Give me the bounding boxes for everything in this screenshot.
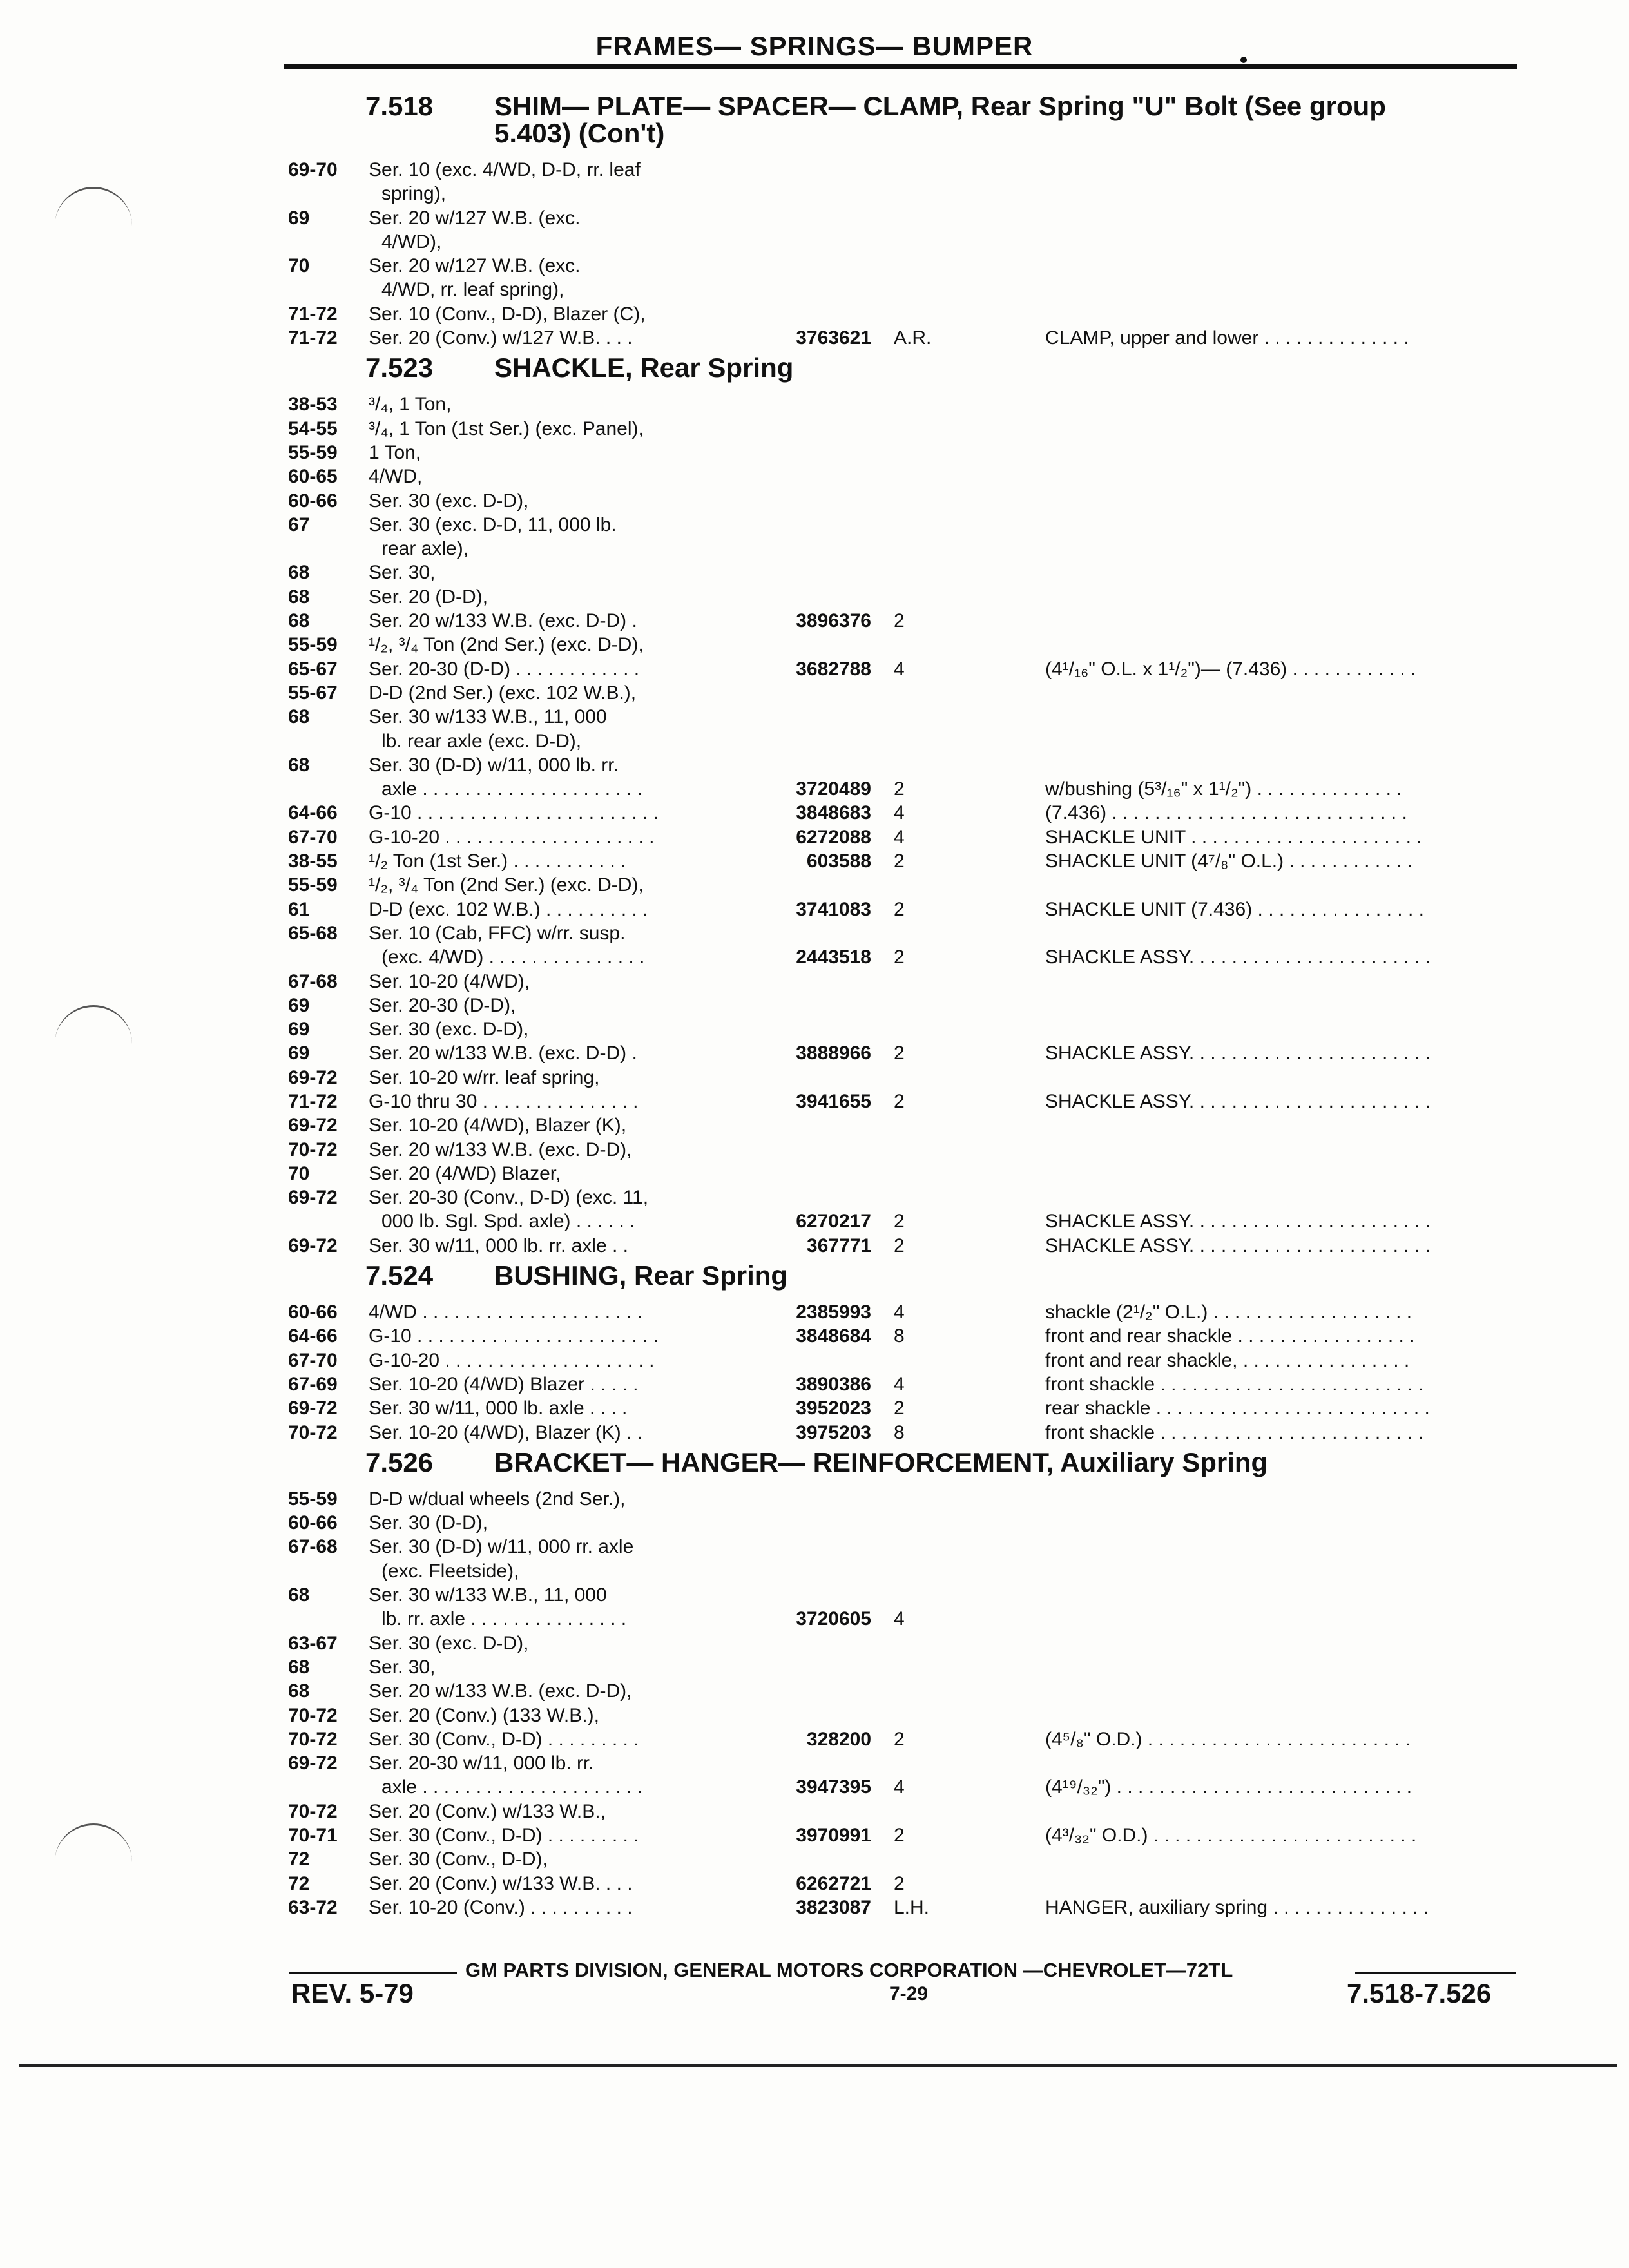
model-years: 69-70 xyxy=(288,159,338,180)
quantity: 2 xyxy=(894,947,905,968)
catalog-row xyxy=(288,1631,1519,1655)
catalog-row xyxy=(288,206,1519,230)
model-years: 71-72 xyxy=(288,1090,338,1112)
application-description: D-D (exc. 102 W.B.) . . . . . . . . . . xyxy=(369,898,648,920)
part-description: SHACKLE UNIT (4⁷/₈" O.L.) . . . . . . . . . . . . xyxy=(1045,850,1413,872)
application-description: lb. rr. axle . . . . . . . . . . . . . . . xyxy=(381,1608,627,1630)
footer-page-number: 7-29 xyxy=(889,1983,929,2004)
quantity: L.H. xyxy=(894,1896,930,1918)
part-description: SHACKLE ASSY. . . . . . . . . . . . . . . . . . . . . . . xyxy=(1045,947,1431,968)
model-years: 68 xyxy=(288,1584,310,1606)
application-description: 4/WD), xyxy=(381,231,442,253)
application-description: ³/₄, 1 Ton (1st Ser.) (exc. Panel), xyxy=(369,418,644,439)
application-description: Ser. 20 w/133 W.B. (exc. D-D), xyxy=(369,1680,632,1702)
model-years: 54-55 xyxy=(288,418,338,439)
part-description: SHACKLE ASSY. . . . . . . . . . . . . . . . . . . . . . . xyxy=(1045,1211,1431,1233)
catalog-row xyxy=(288,417,1519,441)
part-number: 3720489 xyxy=(796,778,871,800)
model-years: 55-59 xyxy=(288,874,338,896)
footer-rule-right xyxy=(1355,1972,1516,1974)
binder-hole-mark xyxy=(55,1823,132,1864)
quantity: 2 xyxy=(894,850,905,872)
quantity: 2 xyxy=(894,898,905,920)
catalog-row xyxy=(288,921,1519,945)
application-description: Ser. 20 (Conv.) w/133 W.B., xyxy=(369,1800,606,1822)
model-years: 68 xyxy=(288,586,310,608)
catalog-row xyxy=(288,898,1519,921)
catalog-row xyxy=(288,585,1519,609)
catalog-row xyxy=(288,513,1519,537)
model-years: 61 xyxy=(288,898,310,920)
application-description: ¹/₂, ³/₄ Ton (2nd Ser.) (exc. D-D), xyxy=(369,634,644,656)
model-years: 64-66 xyxy=(288,1325,338,1347)
model-years: 60-66 xyxy=(288,1512,338,1534)
application-description: Ser. 10-20 w/rr. leaf spring, xyxy=(369,1066,600,1088)
application-description: Ser. 30 w/11, 000 lb. rr. axle . . xyxy=(369,1235,628,1256)
part-number: 367771 xyxy=(806,1235,871,1256)
model-years: 67-68 xyxy=(288,970,338,992)
section-title: SHIM— PLATE— SPACER— CLAMP, Rear Spring "U" Bolt (See group xyxy=(494,91,1386,121)
catalog-row xyxy=(288,1349,1519,1372)
model-years: 72 xyxy=(288,1872,310,1894)
catalog-row xyxy=(288,230,1519,254)
model-years: 55-59 xyxy=(288,441,338,463)
catalog-row xyxy=(288,777,1519,801)
catalog-row xyxy=(288,278,1519,302)
model-years: 68 xyxy=(288,562,310,584)
model-years: 70-72 xyxy=(288,1800,338,1822)
catalog-row xyxy=(288,1324,1519,1348)
application-description: Ser. 20-30 (Conv., D-D) (exc. 11, xyxy=(369,1187,649,1209)
section-heading xyxy=(288,88,1519,158)
catalog-row xyxy=(288,254,1519,278)
quantity: 8 xyxy=(894,1421,905,1443)
catalog-row xyxy=(288,1090,1519,1113)
application-description: Ser. 30 (exc. D-D), xyxy=(369,1632,529,1654)
binder-hole-mark xyxy=(55,1005,132,1046)
quantity: 2 xyxy=(894,1043,905,1064)
page-header-title: FRAMES— SPRINGS— BUMPER xyxy=(595,31,1034,61)
model-years: 68 xyxy=(288,1656,310,1678)
application-description: ¹/₂, ³/₄ Ton (2nd Ser.) (exc. D-D), xyxy=(369,874,644,896)
catalog-row xyxy=(288,1372,1519,1396)
application-description: 000 lb. Sgl. Spd. axle) . . . . . . xyxy=(381,1211,635,1233)
model-years: 60-66 xyxy=(288,1302,338,1323)
model-years: 69-72 xyxy=(288,1753,338,1774)
part-description: front shackle . . . . . . . . . . . . . . . . . . . . . . . . . xyxy=(1045,1421,1423,1443)
model-years: 69-72 xyxy=(288,1066,338,1088)
catalog-row xyxy=(288,1535,1519,1559)
part-description: shackle (2¹/₂" O.L.) . . . . . . . . . . . . . . . . . . . xyxy=(1045,1302,1412,1323)
quantity: 4 xyxy=(894,1608,905,1630)
model-years: 70-72 xyxy=(288,1421,338,1443)
catalog-row xyxy=(288,753,1519,777)
quantity: A.R. xyxy=(894,327,932,349)
model-years: 69 xyxy=(288,207,310,229)
part-number: 3848684 xyxy=(796,1325,871,1347)
catalog-row xyxy=(288,1800,1519,1823)
section-heading xyxy=(288,1445,1519,1487)
application-description: Ser. 20 (Conv.) w/133 W.B. . . . xyxy=(369,1872,633,1894)
part-description: (4¹/₁₆" O.L. x 1¹/₂")— (7.436) . . . . . . . . . . . . xyxy=(1045,658,1416,680)
model-years: 69-72 xyxy=(288,1115,338,1137)
quantity: 8 xyxy=(894,1325,905,1347)
model-years: 71-72 xyxy=(288,303,338,325)
part-description: SHACKLE ASSY. . . . . . . . . . . . . . . . . . . . . . . xyxy=(1045,1235,1431,1256)
catalog-row xyxy=(288,657,1519,681)
application-description: Ser. 30 (exc. D-D), xyxy=(369,1019,529,1041)
header-rule xyxy=(284,64,1517,69)
application-description: (exc. Fleetside), xyxy=(381,1560,519,1582)
catalog-row xyxy=(288,1583,1519,1607)
application-description: Ser. 10 (Conv., D-D), Blazer (C), xyxy=(369,303,646,325)
part-number: 6270217 xyxy=(796,1211,871,1233)
application-description: Ser. 30 w/11, 000 lb. axle . . . . xyxy=(369,1398,628,1419)
catalog-row xyxy=(288,1775,1519,1799)
application-description: Ser. 20-30 (D-D), xyxy=(369,994,516,1016)
catalog-row xyxy=(288,537,1519,561)
quantity: 2 xyxy=(894,1825,905,1846)
application-description: (exc. 4/WD) . . . . . . . . . . . . . . . xyxy=(381,947,645,968)
model-years: 70 xyxy=(288,1162,310,1184)
application-description: Ser. 20 w/133 W.B. (exc. D-D) . xyxy=(369,610,637,632)
application-description: Ser. 20 (D-D), xyxy=(369,586,488,608)
quantity: 2 xyxy=(894,1211,905,1233)
model-years: 69-72 xyxy=(288,1398,338,1419)
catalog-row xyxy=(288,609,1519,633)
application-description: Ser. 20 (Conv.) w/127 W.B. . . . xyxy=(369,327,633,349)
application-description: 4/WD, xyxy=(369,466,423,488)
parts-catalog-content xyxy=(288,88,1519,1919)
catalog-row xyxy=(288,1872,1519,1896)
application-description: Ser. 30 (Conv., D-D) . . . . . . . . . xyxy=(369,1728,639,1750)
catalog-row xyxy=(288,392,1519,416)
part-number: 3720605 xyxy=(796,1608,871,1630)
part-description: front shackle . . . . . . . . . . . . . . . . . . . . . . . . . xyxy=(1045,1373,1423,1395)
part-number: 3896376 xyxy=(796,610,871,632)
quantity: 2 xyxy=(894,1398,905,1419)
catalog-row xyxy=(288,1396,1519,1420)
header-mark xyxy=(1240,57,1247,63)
part-description: w/bushing (5³/₁₆" x 1¹/₂") . . . . . . . . . . . . . . xyxy=(1045,778,1402,800)
part-number: 3970991 xyxy=(796,1825,871,1846)
part-number: 3941655 xyxy=(796,1090,871,1112)
quantity: 2 xyxy=(894,1235,905,1256)
model-years: 70-72 xyxy=(288,1728,338,1750)
catalog-row xyxy=(288,1162,1519,1186)
model-years: 38-53 xyxy=(288,394,338,416)
footer-division: GM PARTS DIVISION, GENERAL MOTORS CORPORATION —CHEVROLET—72TL xyxy=(465,1959,1233,1981)
part-description: rear shackle . . . . . . . . . . . . . . . . . . . . . . . . . . xyxy=(1045,1398,1430,1419)
part-number: 3763621 xyxy=(796,327,871,349)
application-description: lb. rear axle (exc. D-D), xyxy=(381,730,582,752)
model-years: 67-70 xyxy=(288,1349,338,1371)
part-description: (4⁵/₈" O.D.) . . . . . . . . . . . . . . . . . . . . . . . . . xyxy=(1045,1728,1411,1750)
section-heading xyxy=(288,1258,1519,1300)
catalog-row xyxy=(288,1113,1519,1137)
catalog-row xyxy=(288,1751,1519,1775)
quantity: 4 xyxy=(894,658,905,680)
catalog-row xyxy=(288,1041,1519,1065)
application-description: Ser. 30 (Conv., D-D), xyxy=(369,1849,548,1870)
model-years: 68 xyxy=(288,1680,310,1702)
part-number: 603588 xyxy=(806,850,871,872)
section-number: 7.523 xyxy=(365,352,434,383)
model-years: 55-59 xyxy=(288,1488,338,1510)
part-description: SHACKLE UNIT . . . . . . . . . . . . . . . . . . . . . . xyxy=(1045,826,1422,848)
catalog-row xyxy=(288,465,1519,488)
quantity: 4 xyxy=(894,1373,905,1395)
part-number: 2443518 xyxy=(796,947,871,968)
catalog-row xyxy=(288,1727,1519,1751)
application-description: Ser. 10-20 (4/WD), Blazer (K), xyxy=(369,1115,627,1137)
quantity: 2 xyxy=(894,1090,905,1112)
footer-group-range: 7.518-7.526 xyxy=(1347,1978,1492,2008)
model-years: 60-66 xyxy=(288,490,338,512)
part-number: 3741083 xyxy=(796,898,871,920)
section-number: 7.524 xyxy=(365,1260,434,1291)
catalog-row xyxy=(288,945,1519,969)
model-years: 69 xyxy=(288,1019,310,1041)
application-description: Ser. 20 w/127 W.B. (exc. xyxy=(369,207,581,229)
catalog-row xyxy=(288,1655,1519,1679)
part-number: 3848683 xyxy=(796,802,871,824)
model-years: 64-66 xyxy=(288,802,338,824)
part-description: HANGER, auxiliary spring . . . . . . . . . . . . . . . xyxy=(1045,1896,1429,1918)
catalog-row xyxy=(288,994,1519,1017)
model-years: 63-72 xyxy=(288,1896,338,1918)
catalog-row xyxy=(288,849,1519,873)
catalog-row xyxy=(288,1066,1519,1090)
application-description: Ser. 10-20 (4/WD), Blazer (K) . . xyxy=(369,1421,643,1443)
catalog-row xyxy=(288,1234,1519,1258)
model-years: 69-72 xyxy=(288,1235,338,1256)
application-description: Ser. 30, xyxy=(369,1656,436,1678)
application-description: 4/WD . . . . . . . . . . . . . . . . . . . . . xyxy=(369,1302,643,1323)
application-description: D-D w/dual wheels (2nd Ser.), xyxy=(369,1488,626,1510)
catalog-row xyxy=(288,1511,1519,1535)
catalog-row xyxy=(288,1421,1519,1445)
catalog-row xyxy=(288,1679,1519,1703)
model-years: 70-72 xyxy=(288,1704,338,1726)
quantity: 4 xyxy=(894,826,905,848)
model-years: 72 xyxy=(288,1849,310,1870)
part-number: 6272088 xyxy=(796,826,871,848)
model-years: 70 xyxy=(288,255,310,277)
application-description: rear axle), xyxy=(381,538,469,560)
part-description: (4³/₃₂" O.D.) . . . . . . . . . . . . . . . . . . . . . . . . . xyxy=(1045,1825,1417,1846)
catalog-row xyxy=(288,825,1519,849)
quantity: 2 xyxy=(894,610,905,632)
part-number: 328200 xyxy=(806,1728,871,1750)
model-years: 67-68 xyxy=(288,1536,338,1558)
model-years: 67-69 xyxy=(288,1373,338,1395)
application-description: Ser. 20 (4/WD) Blazer, xyxy=(369,1162,561,1184)
binder-hole-mark xyxy=(55,187,132,227)
application-description: G-10-20 . . . . . . . . . . . . . . . . . . . . xyxy=(369,826,655,848)
catalog-row xyxy=(288,561,1519,584)
catalog-row xyxy=(288,489,1519,513)
catalog-row xyxy=(288,1186,1519,1209)
page-bottom-rule xyxy=(19,2064,1617,2067)
catalog-row xyxy=(288,441,1519,465)
application-description: Ser. 20-30 (D-D) . . . . . . . . . . . . xyxy=(369,658,640,680)
part-number: 3952023 xyxy=(796,1398,871,1419)
model-years: 60-65 xyxy=(288,466,338,488)
application-description: Ser. 20-30 w/11, 000 lb. rr. xyxy=(369,1753,594,1774)
application-description: axle . . . . . . . . . . . . . . . . . . . . . xyxy=(381,778,643,800)
application-description: Ser. 10 (exc. 4/WD, D-D, rr. leaf xyxy=(369,159,641,180)
application-description: Ser. 30 (D-D) w/11, 000 lb. rr. xyxy=(369,754,619,776)
part-description: SHACKLE UNIT (7.436) . . . . . . . . . . . . . . . . xyxy=(1045,898,1424,920)
section-heading xyxy=(288,350,1519,392)
application-description: axle . . . . . . . . . . . . . . . . . . . . . xyxy=(381,1776,643,1798)
application-description: D-D (2nd Ser.) (exc. 102 W.B.), xyxy=(369,682,637,704)
application-description: Ser. 30 w/133 W.B., 11, 000 xyxy=(369,1584,607,1606)
catalog-row xyxy=(288,158,1519,182)
part-number: 3888966 xyxy=(796,1043,871,1064)
model-years: 71-72 xyxy=(288,327,338,349)
application-description: G-10-20 . . . . . . . . . . . . . . . . . . . . xyxy=(369,1349,655,1371)
part-number: 3975203 xyxy=(796,1421,871,1443)
catalog-row xyxy=(288,326,1519,350)
section-title: BUSHING, Rear Spring xyxy=(494,1260,788,1291)
quantity: 2 xyxy=(894,778,905,800)
section-title: BRACKET— HANGER— REINFORCEMENT, Auxiliary Spring xyxy=(494,1446,1268,1477)
application-description: Ser. 10 (Cab, FFC) w/rr. susp. xyxy=(369,922,626,944)
part-description: front and rear shackle, . . . . . . . . . . . . . . . . xyxy=(1045,1349,1410,1371)
model-years: 55-59 xyxy=(288,634,338,656)
application-description: ¹/₂ Ton (1st Ser.) . . . . . . . . . . . xyxy=(369,850,626,872)
part-number: 3823087 xyxy=(796,1896,871,1918)
catalog-row xyxy=(288,1847,1519,1871)
catalog-row xyxy=(288,705,1519,729)
model-years: 65-68 xyxy=(288,922,338,944)
quantity: 4 xyxy=(894,802,905,824)
part-description: front and rear shackle . . . . . . . . . . . . . . . . . xyxy=(1045,1325,1415,1347)
part-description: SHACKLE ASSY. . . . . . . . . . . . . . . . . . . . . . . xyxy=(1045,1043,1431,1064)
application-description: Ser. 30 (exc. D-D, 11, 000 lb. xyxy=(369,514,617,535)
footer-revision: REV. 5-79 xyxy=(291,1978,414,2008)
footer-rule-left xyxy=(289,1972,457,1974)
catalog-row xyxy=(288,1896,1519,1919)
catalog-row xyxy=(288,873,1519,897)
catalog-row xyxy=(288,681,1519,705)
application-description: Ser. 20 w/133 W.B. (exc. D-D) . xyxy=(369,1043,637,1064)
catalog-row xyxy=(288,1559,1519,1583)
application-description: G-10 . . . . . . . . . . . . . . . . . . . . . . . xyxy=(369,802,659,824)
application-description: Ser. 30 (Conv., D-D) . . . . . . . . . xyxy=(369,1825,639,1846)
quantity: 2 xyxy=(894,1872,905,1894)
section-title: SHACKLE, Rear Spring xyxy=(494,352,794,383)
section-number: 7.526 xyxy=(365,1446,434,1477)
application-description: Ser. 30 (exc. D-D), xyxy=(369,490,529,512)
application-description: Ser. 30 w/133 W.B., 11, 000 xyxy=(369,706,607,728)
model-years: 70-71 xyxy=(288,1825,338,1846)
catalog-row xyxy=(288,633,1519,657)
application-description: spring), xyxy=(381,183,447,205)
part-number: 3947395 xyxy=(796,1776,871,1798)
model-years: 68 xyxy=(288,706,310,728)
model-years: 69-72 xyxy=(288,1187,338,1209)
application-description: Ser. 20 w/127 W.B. (exc. xyxy=(369,255,581,277)
catalog-row xyxy=(288,1209,1519,1233)
catalog-row xyxy=(288,729,1519,753)
application-description: ³/₄, 1 Ton, xyxy=(369,394,452,416)
application-description: Ser. 20 w/133 W.B. (exc. D-D), xyxy=(369,1139,632,1160)
model-years: 38-55 xyxy=(288,850,338,872)
model-years: 55-67 xyxy=(288,682,338,704)
part-number: 3890386 xyxy=(796,1373,871,1395)
application-description: Ser. 10-20 (4/WD), xyxy=(369,970,530,992)
application-description: G-10 thru 30 . . . . . . . . . . . . . . . xyxy=(369,1090,639,1112)
catalog-row xyxy=(288,1607,1519,1631)
quantity: 4 xyxy=(894,1302,905,1323)
section-title-continued: 5.403) (Con't) xyxy=(494,118,665,148)
application-description: G-10 . . . . . . . . . . . . . . . . . . . . . . . xyxy=(369,1325,659,1347)
part-description: CLAMP, upper and lower . . . . . . . . . . . . . . xyxy=(1045,327,1409,349)
application-description: Ser. 30 (D-D) w/11, 000 rr. axle xyxy=(369,1536,634,1558)
catalog-row xyxy=(288,1823,1519,1847)
catalog-row xyxy=(288,970,1519,994)
part-description: (4¹⁹/₃₂") . . . . . . . . . . . . . . . . . . . . . . . . . . . . xyxy=(1045,1776,1412,1798)
section-number: 7.518 xyxy=(365,91,434,121)
catalog-row xyxy=(288,1487,1519,1511)
catalog-row xyxy=(288,801,1519,825)
model-years: 67-70 xyxy=(288,826,338,848)
catalog-row xyxy=(288,1300,1519,1324)
part-description: SHACKLE ASSY. . . . . . . . . . . . . . . . . . . . . . . xyxy=(1045,1090,1431,1112)
application-description: Ser. 10-20 (4/WD) Blazer . . . . . xyxy=(369,1373,639,1395)
model-years: 65-67 xyxy=(288,658,338,680)
application-description: 4/WD, rr. leaf spring), xyxy=(381,279,564,301)
part-description: (7.436) . . . . . . . . . . . . . . . . . . . . . . . . . . . . xyxy=(1045,802,1407,824)
quantity: 4 xyxy=(894,1776,905,1798)
catalog-row xyxy=(288,182,1519,206)
part-number: 3682788 xyxy=(796,658,871,680)
part-number: 2385993 xyxy=(796,1302,871,1323)
application-description: 1 Ton, xyxy=(369,441,421,463)
application-description: Ser. 10-20 (Conv.) . . . . . . . . . . xyxy=(369,1896,633,1918)
catalog-row xyxy=(288,1017,1519,1041)
catalog-row xyxy=(288,302,1519,326)
catalog-row xyxy=(288,1704,1519,1727)
model-years: 67 xyxy=(288,514,310,535)
part-number: 6262721 xyxy=(796,1872,871,1894)
application-description: Ser. 20 (Conv.) (133 W.B.), xyxy=(369,1704,599,1726)
model-years: 63-67 xyxy=(288,1632,338,1654)
quantity: 2 xyxy=(894,1728,905,1750)
application-description: Ser. 30, xyxy=(369,562,436,584)
model-years: 69 xyxy=(288,994,310,1016)
model-years: 69 xyxy=(288,1043,310,1064)
catalog-row xyxy=(288,1138,1519,1162)
application-description: Ser. 30 (D-D), xyxy=(369,1512,488,1534)
model-years: 70-72 xyxy=(288,1139,338,1160)
model-years: 68 xyxy=(288,754,310,776)
model-years: 68 xyxy=(288,610,310,632)
